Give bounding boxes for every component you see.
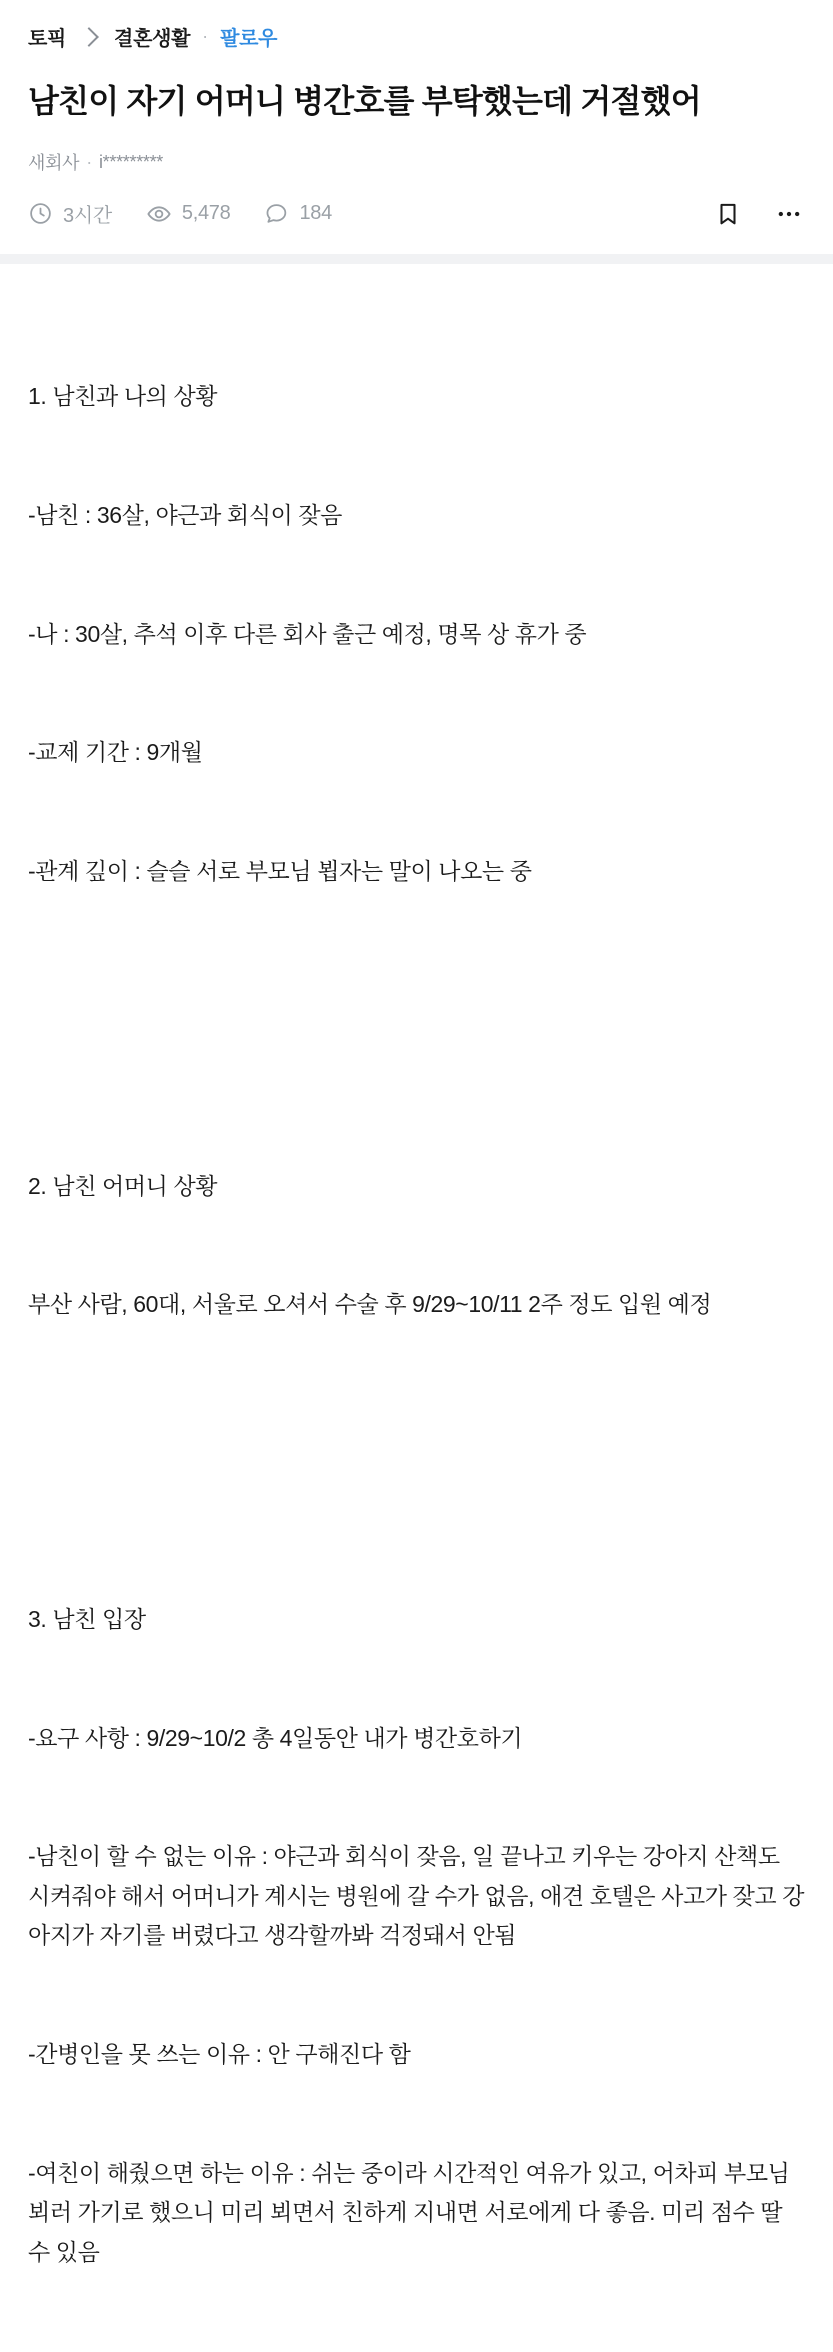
meta-comments-value: 184 [299, 202, 332, 225]
clock-icon [28, 201, 53, 226]
author-separator: · [86, 151, 92, 172]
follow-button[interactable]: 팔로우 [220, 28, 278, 50]
post-body [0, 264, 833, 2351]
body-section3-line2: -남친이 할 수 없는 이유 : 야근과 회식이 잦음, 일 끝나고 키우는 강아지 산책도 시켜줘야 해서 어머니가 계시는 병원에 갈 수가 없음, 애견 호텔은 사고가 잦고 강아지가 자기를 버렸다고 생각할까봐 걱정돼서 안됨 [28, 1843, 805, 1949]
more-horizontal-icon[interactable] [775, 200, 803, 228]
body-section1-line1: -남친 : 36살, 야근과 회식이 잦음 [28, 501, 342, 528]
board-name[interactable]: 새회사 [28, 153, 80, 174]
body-section3-line1: -요구 사항 : 9/29~10/2 총 4일동안 내가 병간호하기 [28, 1724, 523, 1751]
body-section1-line3: -교제 기간 : 9개월 [28, 739, 203, 766]
body-blank-1 [28, 1010, 805, 1048]
body-section2-line1: 부산 사람, 60대, 서울로 오셔서 수술 후 9/29~10/11 2주 정도 입원 예정 [28, 1291, 712, 1318]
meta-comments[interactable] [264, 201, 331, 226]
breadcrumb [0, 0, 833, 57]
comment-icon [264, 201, 289, 226]
meta-views [146, 201, 231, 227]
post-meta [0, 175, 833, 228]
author-name[interactable]: i********* [98, 151, 164, 172]
body-blank-2 [28, 1443, 805, 1481]
bookmark-icon[interactable] [715, 200, 741, 228]
meta-time-value: 3시간 [63, 205, 112, 228]
breadcrumb-category[interactable]: 결혼생활 [114, 28, 191, 50]
body-section3-heading: 3. 남친 입장 [28, 1606, 146, 1633]
post-actions [715, 200, 803, 228]
body-section3-line4: -여친이 해줬으면 하는 이유 : 쉬는 중이라 시간적인 여유가 있고, 어차피 부모님 뵈러 가기로 했으니 미리 뵈면서 친하게 지내면 서로에게 다 좋음. 미리 점수 딸 수 있음 [28, 2159, 796, 2265]
body-section3-line3: -간병인을 못 쓰는 이유 : 안 구해진다 함 [28, 2041, 411, 2068]
body-section1-line2: -나 : 30살, 추석 이후 다른 회사 출근 예정, 명목 상 휴가 중 [28, 620, 587, 647]
body-section1-heading: 1. 남친과 나의 상황 [28, 383, 218, 410]
meta-views-value: 5,478 [181, 202, 231, 225]
body-section1-line4: -관계 깊이 : 슬슬 서로 부모님 뵙자는 말이 나오는 중 [28, 857, 532, 884]
body-section2-heading: 2. 남친 어머니 상황 [28, 1172, 218, 1199]
eye-icon [146, 201, 172, 227]
meta-time [28, 199, 112, 228]
breadcrumb-root[interactable]: 토픽 [28, 28, 67, 50]
page-title: 남친이 자기 어머니 병간호를 부탁했는데 거절했어 [28, 83, 701, 119]
author-row [0, 123, 833, 175]
section-divider [0, 254, 833, 264]
chevron-right-icon [79, 27, 99, 47]
breadcrumb-separator: · [202, 26, 209, 46]
